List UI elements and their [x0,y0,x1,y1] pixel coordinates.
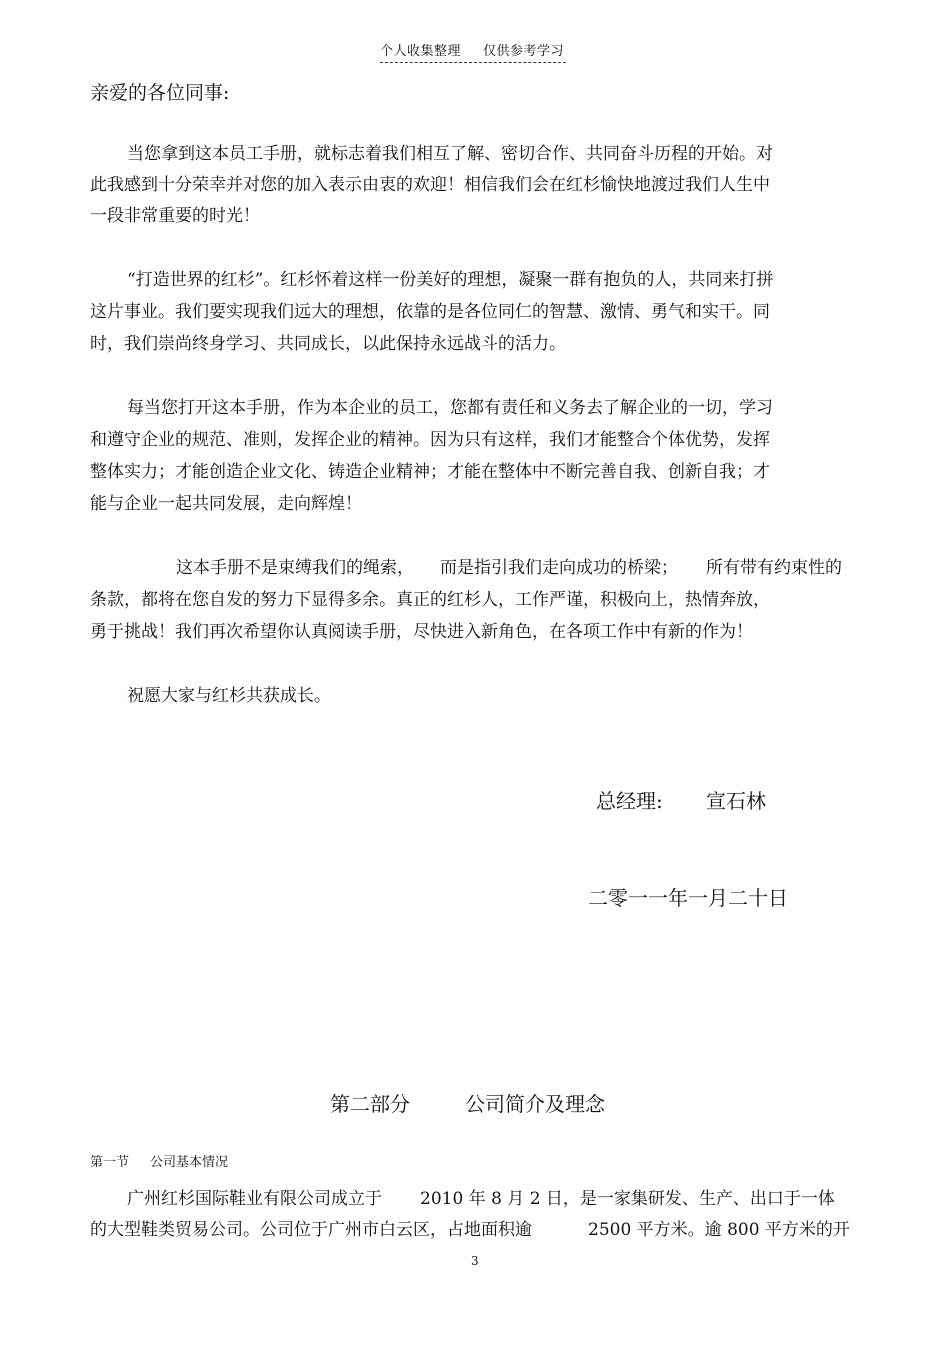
intro-line-2-part-2: 2500 平方米。逾 800 平方米的开 [588,1220,850,1240]
paragraph-4-line-3: 勇于挑战！我们再次希望你认真阅读手册，尽快进入新角色，在各项工作中有新的作为！ [90,622,753,642]
paragraph-2-line-2: 这片事业。我们要实现我们远大的理想，依靠的是各位同仁的智慧、激情、勇气和实干。同 [90,302,770,322]
paragraph-1-line-1: 当您拿到这本员工手册，就标志着我们相互了解、密切合作、共同奋斗历程的开始。对 [127,144,773,164]
paragraph-1-line-2: 此我感到十分荣幸并对您的加入表示由衷的欢迎！相信我们会在红杉愉快地渡过我们人生中 [90,175,770,195]
closing-line: 祝愿大家与红杉共获成长。 [127,686,331,706]
signer-title: 总经理: [596,789,663,813]
paragraph-4-line-1-part-3: 所有带有约束性的 [706,558,842,578]
intro-line-1-part-2: 2010 年 8 月 2 日，是一家集研发、生产、出口于一体 [420,1189,835,1209]
paragraph-3-line-1: 每当您打开这本手册，作为本企业的员工，您都有责任和义务去了解企业的一切，学习 [127,398,773,418]
signer-name: 宣石林 [706,789,766,813]
section-title: 公司基本情况 [150,1155,229,1170]
intro-line-2-part-1: 的大型鞋类贸易公司。公司位于广州市白云区，占地面积逾 [90,1220,532,1240]
paragraph-2-line-1: “打造世界的红杉”。红杉怀着这样一份美好的理想，凝聚一群有抱负的人，共同来打拼 [127,270,774,290]
paragraph-3-line-3: 整体实力；才能创造企业文化、铸造企业精神；才能在整体中不断完善自我、创新自我；才 [90,462,770,482]
page-header [380,40,566,63]
paragraph-2-line-3: 时，我们崇尚终身学习、共同成长，以此保持永远战斗的活力。 [90,334,566,354]
part-title-name: 公司简介及理念 [465,1092,605,1116]
letter-date: 二零一一年一月二十日 [588,886,788,910]
section-number: 第一节 [90,1155,130,1170]
paragraph-4-line-1-part-2: 而是指引我们走向成功的桥梁； [440,558,678,578]
letter-greeting: 亲爱的各位同事: [90,82,230,104]
intro-line-1-part-1: 广州红杉国际鞋业有限公司成立于 [127,1189,382,1209]
paragraph-1-line-3: 一段非常重要的时光！ [90,206,260,226]
header-right-text: 仅供参考学习 [483,44,565,59]
paragraph-3-line-2: 和遵守企业的规范、准则，发挥企业的精神。因为只有这样，我们才能整合个体优势，发挥 [90,430,770,450]
header-left-text: 个人收集整理 [380,44,462,59]
page-number: 3 [471,1254,479,1268]
paragraph-4-line-1-part-1: 这本手册不是束缚我们的绳索， [176,558,414,578]
part-title-number: 第二部分 [330,1092,410,1116]
paragraph-3-line-4: 能与企业一起共同发展，走向辉煌！ [90,494,362,514]
paragraph-4-line-2: 条款，都将在您自发的努力下显得多余。真正的红杉人，工作严谨，积极向上，热情奔放， [90,590,770,610]
